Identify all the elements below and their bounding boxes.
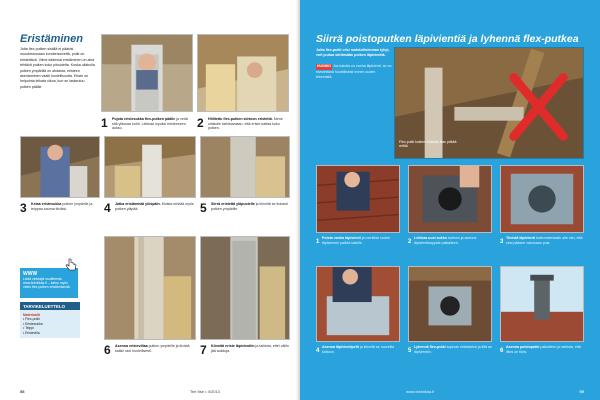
intro-text: Jotta flex-putken sisällä ei pääsisi muodostumaan kondenssivettä, putki on eristettävä. Viime kädessä eristäminen on aina tehtävä putken koko pituudelta. Koska ullakolla putken ympärillä on ahdasta, eristeen asentaminen vaatii huolellisuutta. Eriste on helpointa leikata ulkoa, kun se laskeutuu putken päälle. bbox=[20, 47, 95, 89]
step-caption-2: Hiilitettu flex-putken siirtoon eristettä. Mene ullakolle tarkistamaan, että eriste kattaa koko putken. bbox=[208, 117, 283, 131]
step-number-3: 3 bbox=[500, 239, 504, 245]
step-number-7: 7 bbox=[200, 343, 207, 357]
photo-roof-step-1 bbox=[316, 165, 400, 233]
warning-badge: HUOMIO bbox=[317, 64, 331, 69]
photo-step-3 bbox=[20, 136, 100, 198]
step-caption-4: Asenna läpivientipelti ja kiinnitä se ruuveilla kattoon. bbox=[322, 345, 395, 354]
www-title: WWW bbox=[23, 271, 38, 277]
www-text: Lisää vinkkejä osoitteesta www.tekniikka.fi – katso myös video flex-putken eristämisestä. bbox=[23, 277, 71, 290]
step-number-3: 3 bbox=[20, 201, 27, 215]
step-number-1: 1 bbox=[316, 239, 320, 245]
photo-roof-step-3 bbox=[500, 165, 584, 233]
materials-item: • Flex-putki bbox=[23, 317, 40, 322]
photo-roof-step-5 bbox=[408, 266, 492, 342]
photo-step-1 bbox=[101, 34, 193, 112]
materials-box bbox=[20, 302, 80, 338]
step-number-2: 2 bbox=[408, 239, 412, 245]
step-number-6: 6 bbox=[500, 348, 504, 354]
photo-overlay-caption: Flex-putki kulkee ullakolla liian pitkää reittiä. bbox=[399, 140, 457, 149]
photo-step-7 bbox=[200, 236, 290, 340]
step-number-4: 4 bbox=[104, 201, 111, 215]
step-number-5: 5 bbox=[200, 201, 207, 215]
step-caption-5: Lyhennä flex-putki sopivan mittaiseksi ja liitä se läpivientiin. bbox=[414, 345, 492, 354]
photo-step-2 bbox=[197, 34, 289, 112]
step-caption-3: Tiivistä läpivienti kattomateriaalin alle niin, että vesi pääsee valumaan pois. bbox=[506, 236, 583, 245]
step-caption-1: Poista vanha läpivienti ja merkitse uuden läpiviennin paikka katolle. bbox=[322, 236, 391, 245]
step-caption-1: Pujota eristesukka flex-putken päälle ja vedä sitä yläosaa kohti. Leikkaa lopuksi eristeeseen aukko. bbox=[112, 117, 188, 131]
intro-text: Jotta flex-putki olisi mahdollisimman lyhyt, voit joutua siirtämään putken läpivientiä. HUOMIO Jos katolla on vanha läpivienti, se on tiivistettävä huolellisesti ennen uuden tekemistä. bbox=[316, 48, 392, 80]
hand-cursor-icon bbox=[64, 258, 78, 272]
materials-item: • Teippi bbox=[23, 326, 34, 331]
photo-step-4 bbox=[104, 136, 196, 198]
photo-step-5 bbox=[200, 136, 290, 198]
step-caption-7: Kiinnitä eriste läpivientiin ja tarkista, ettei väliin jää aukkoja. bbox=[211, 344, 289, 353]
materials-item: • Eristevilla bbox=[23, 330, 40, 335]
photo-roof-step-2 bbox=[408, 165, 492, 233]
warning-text: Jos katolla on vanha läpivienti, se on tiivistettävä huolellisesti ennen uuden tekemistä. bbox=[316, 64, 392, 80]
step-caption-3: Kelaa eristesukka putken ympärille ja teippaa sauma tiiviiksi. bbox=[31, 202, 93, 211]
photo-step-6 bbox=[104, 236, 196, 340]
materials-subtitle: Materiaalit bbox=[23, 313, 40, 317]
step-caption-6: Asenna eristevillaa putken ympärille ja tiivistä kaikki raot huolellisesti. bbox=[115, 344, 190, 353]
www-box bbox=[20, 268, 78, 298]
step-number-4: 4 bbox=[316, 348, 320, 354]
step-caption-4: Jatka eristämistä ylöspäin. Muista eristää myös putken yläpää. bbox=[115, 202, 194, 211]
page-title: Eristäminen bbox=[20, 33, 83, 45]
materials-item: • Eristesukka bbox=[23, 321, 43, 326]
photo-roof-step-4 bbox=[316, 266, 400, 342]
right-folio-url: www.tekniikka.fi bbox=[406, 389, 435, 394]
step-number-2: 2 bbox=[197, 116, 204, 130]
page-number: 59 bbox=[579, 389, 584, 394]
step-number-6: 6 bbox=[104, 343, 111, 357]
materials-title: TARVIKELUETTELO bbox=[20, 302, 80, 310]
page-title: Siirrä poistoputken läpivientiä ja lyhennä flex-putkea bbox=[316, 33, 579, 45]
left-folio-magazine: Tee Itse • 4/2013 bbox=[190, 389, 220, 394]
step-number-5: 5 bbox=[408, 348, 412, 354]
right-page bbox=[300, 0, 600, 400]
left-folio bbox=[20, 389, 24, 394]
photo-roof-step-6 bbox=[500, 266, 584, 342]
step-caption-2: Leikkaa uusi aukko kattoon ja asenna läpivientikappale paikalleen. bbox=[414, 236, 477, 245]
step-caption-5: Siirrä eristettä yläpuolelle ja kiinnitä se tiukasti putken ympärille. bbox=[211, 202, 288, 211]
page-number: 58 bbox=[20, 389, 25, 394]
step-number-1: 1 bbox=[101, 116, 108, 130]
step-caption-6: Asenna poistoputki paikalleen ja tarkista, että liitos on tiivis. bbox=[506, 345, 581, 354]
